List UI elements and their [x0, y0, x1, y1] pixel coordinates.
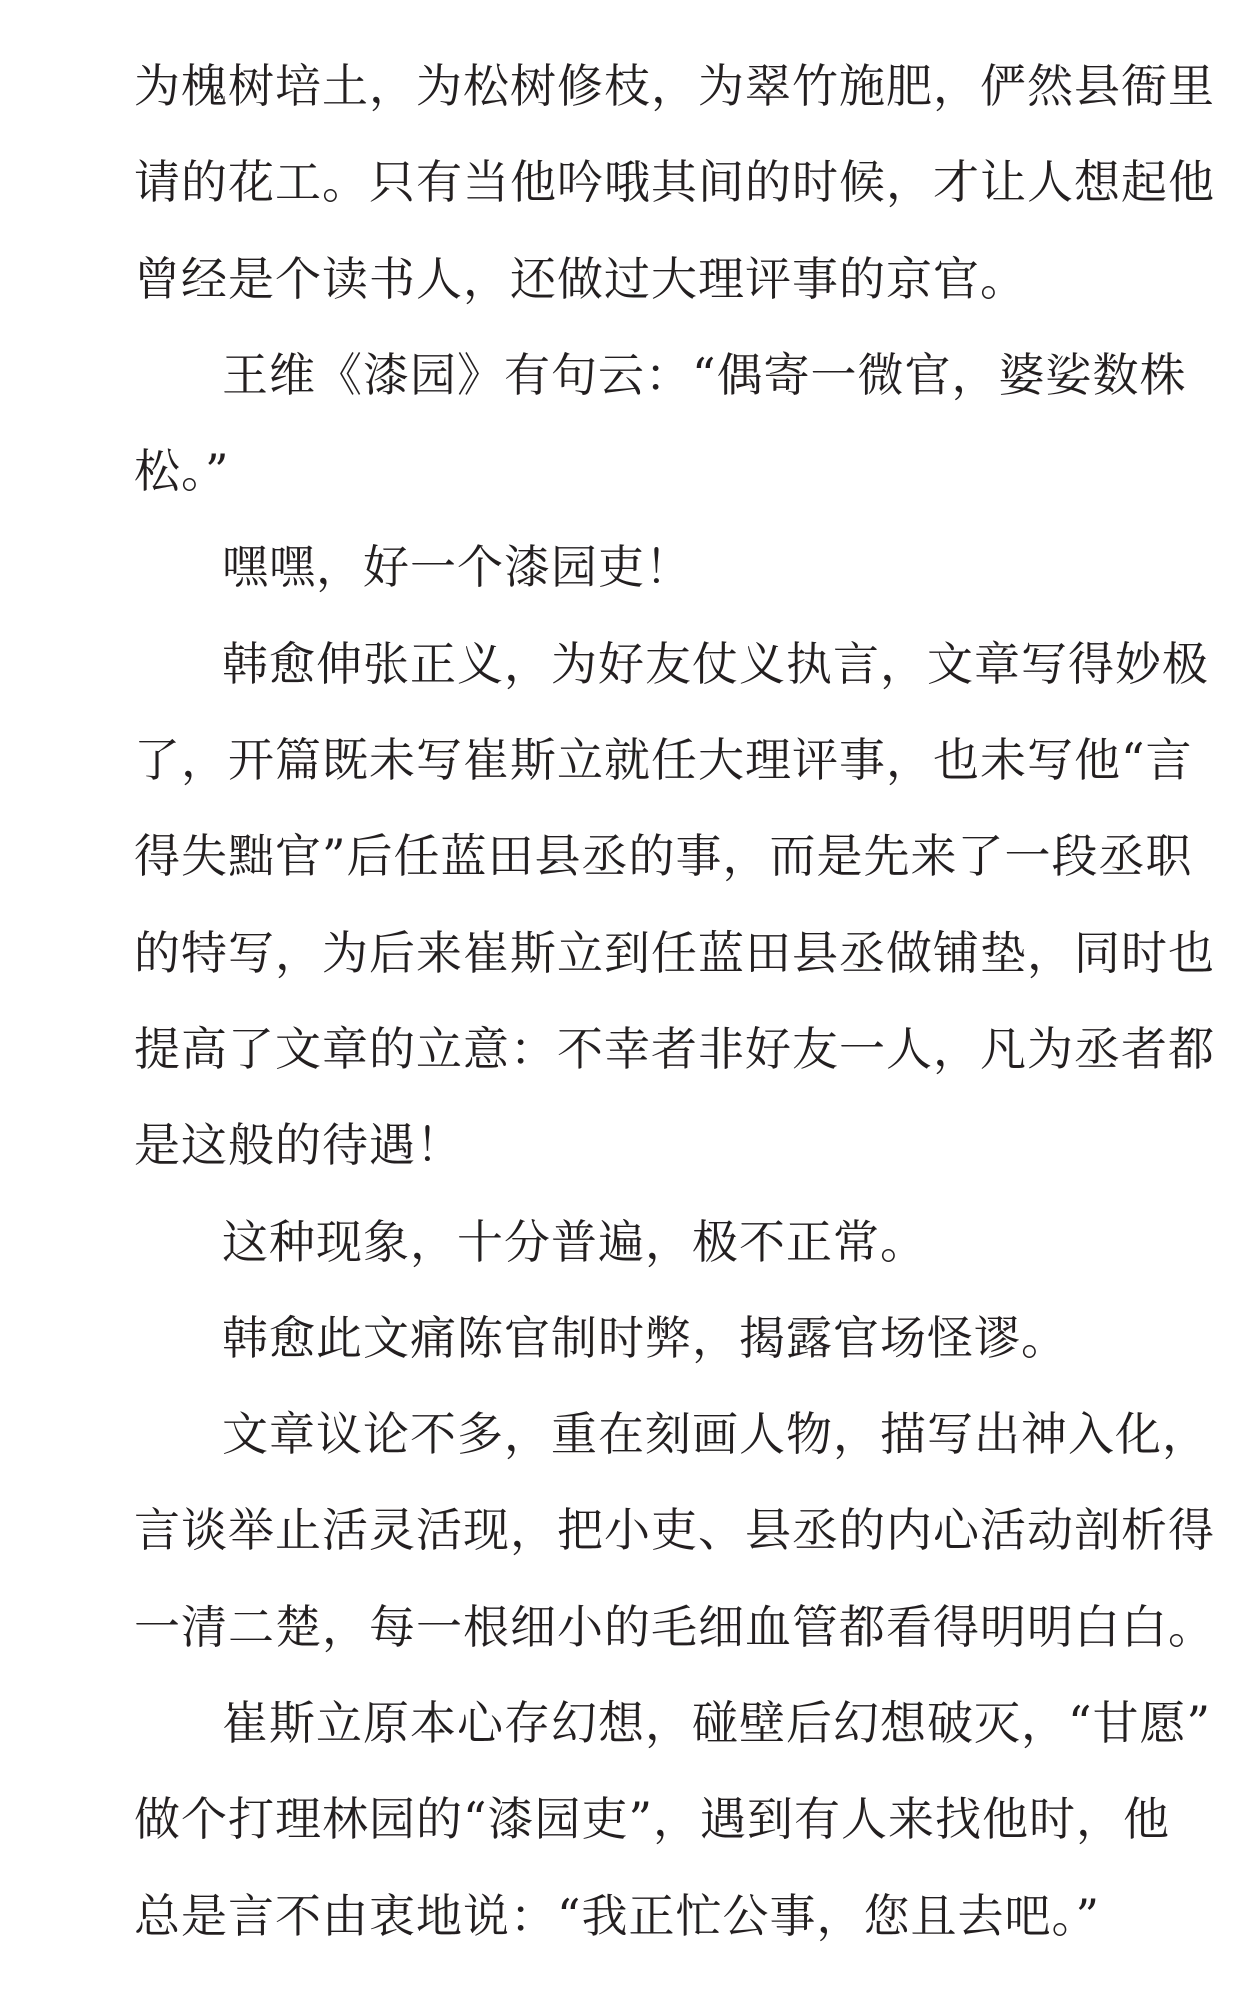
paragraph-first-line: 王维《漆园》有句云：“偶寄一微官，婆娑数株 — [222, 347, 1187, 402]
text-line: 的特写，为后来崔斯立到任蓝田县丞做铺垫，同时也 — [134, 925, 1215, 980]
text-line: 为槐树培土，为松树修枝，为翠竹施肥，俨然县衙里 — [134, 59, 1215, 113]
paragraph-first-line: 这种现象，十分普遍，极不正常。 — [222, 1214, 927, 1269]
text-line: 是这般的待遇！ — [134, 1118, 463, 1173]
paragraph-first-line: 韩愈此文痛陈官制时弊，揭露官场怪谬。 — [222, 1310, 1068, 1365]
body-text — [134, 38, 1215, 1964]
text-line: 一清二楚，每一根细小的毛细血管都看得明明白白。 — [134, 1599, 1215, 1654]
text-line: 言谈举止活灵活现，把小吏、县丞的内心活动剖析得 — [134, 1503, 1215, 1558]
text-line: 了，开篇既未写崔斯立就任大理评事，也未写他“言 — [134, 733, 1193, 788]
text-line: 曾经是个读书人，还做过大理评事的京官。 — [134, 251, 1027, 306]
text-line: 总是言不由衷地说：“我正忙公事，您且去吧。” — [134, 1888, 1101, 1943]
text-line: 得失黜官”后任蓝田县丞的事，而是先来了一段丞职 — [134, 829, 1193, 884]
paragraph-first-line: 文章议论不多，重在刻画人物，描写出神入化， — [222, 1407, 1209, 1462]
text-line: 松。” — [134, 444, 230, 499]
text-line: 提高了文章的立意：不幸者非好友一人，凡为丞者都 — [134, 1021, 1215, 1076]
text-line: 请的花工。只有当他吟哦其间的时候，才让人想起他 — [134, 155, 1215, 210]
paragraph-first-line: 韩愈伸张正义，为好友仗义执言，文章写得妙极 — [222, 636, 1209, 691]
paragraph-first-line: 崔斯立原本心存幻想，碰壁后幻想破灭，“甘愿” — [222, 1696, 1212, 1751]
paragraph-first-line: 嘿嘿，好一个漆园吏！ — [222, 540, 692, 595]
text-line: 做个打理林园的“漆园吏”，遇到有人来找他时，他 — [134, 1792, 1171, 1847]
